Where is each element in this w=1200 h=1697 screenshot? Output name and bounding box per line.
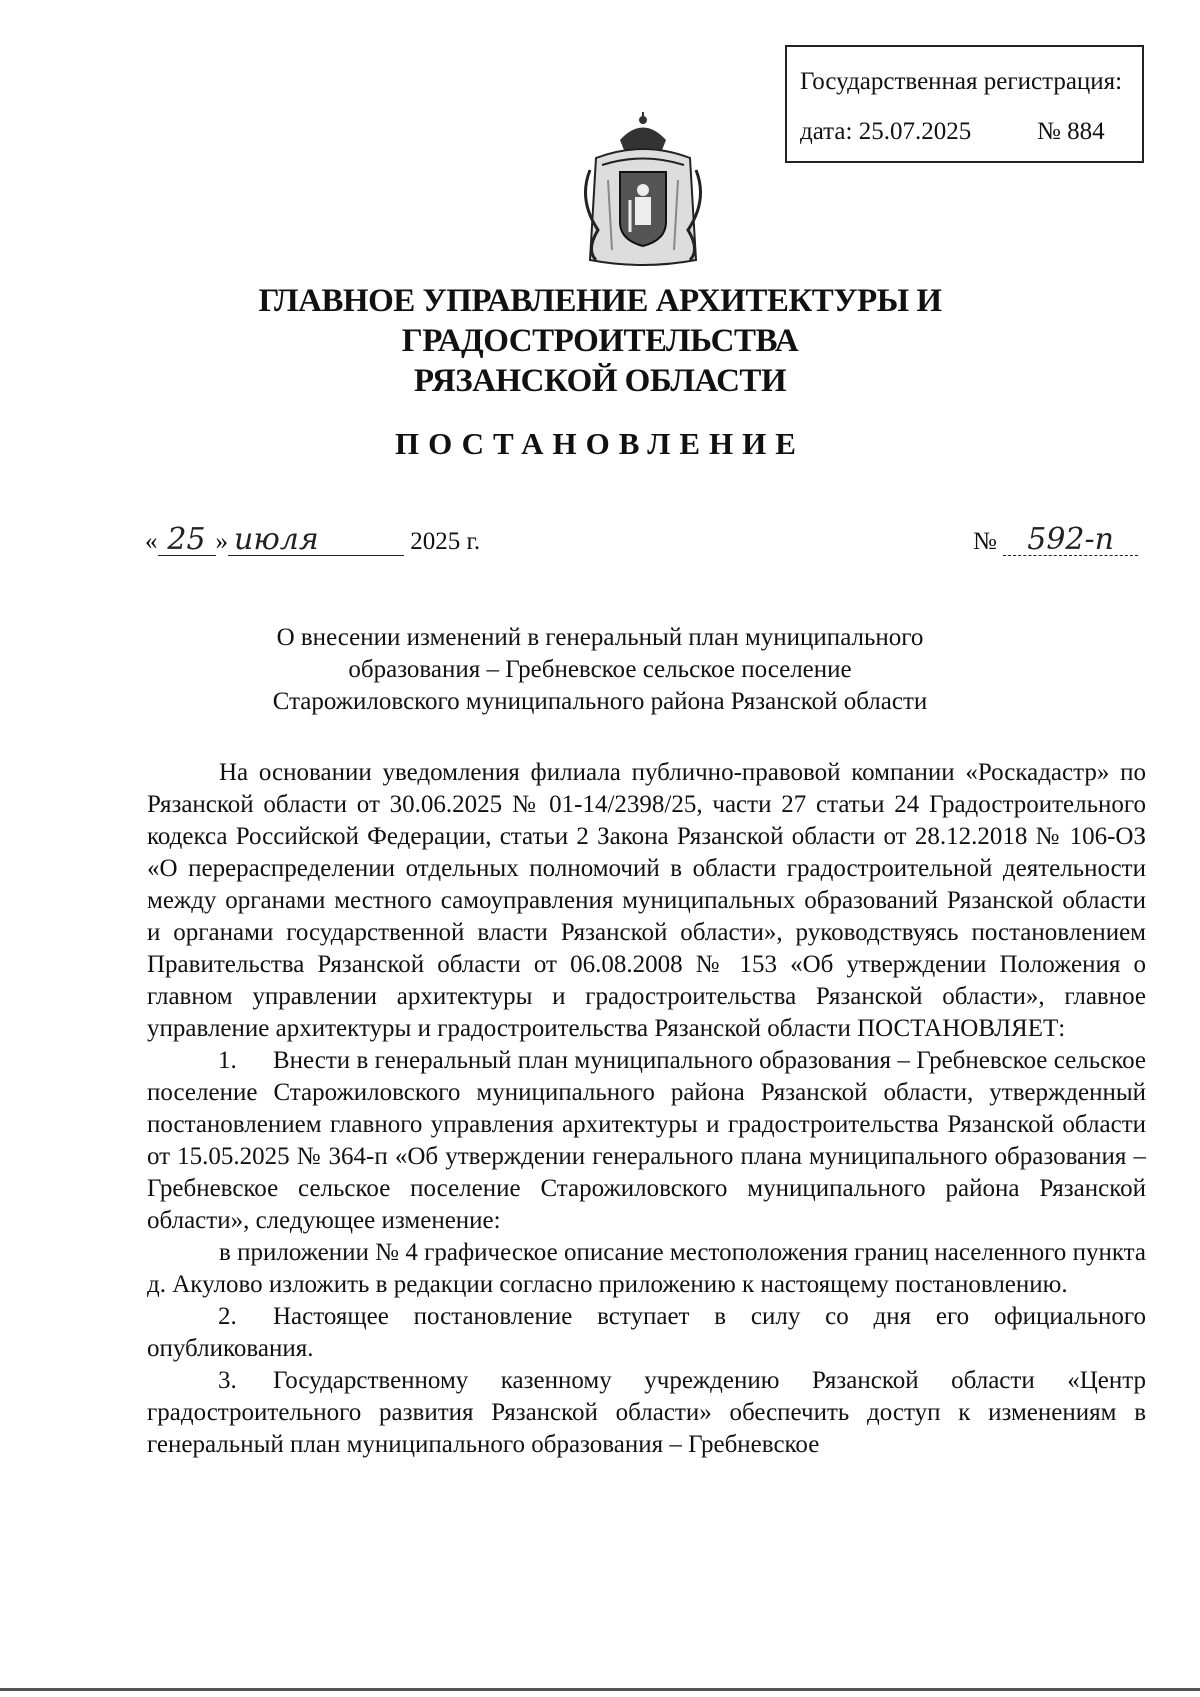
- subject-line-1: О внесении изменений в генеральный план муниципального: [276, 624, 924, 651]
- item-1-text: Внести в генеральный план муниципального образования – Гребневское сельское поселение Старожиловского муниципального района Рязанской области, утвержденный постановлением главного управления архитектуры и градостроительства Рязанской области от 15.05.2025 № 364-п «Об утверждении генерального плана муниципального образования – Гребневское сельское поселение Старожиловского муниципального района Рязанской области», следующее изменение:: [147, 1047, 1146, 1234]
- subject-line-3: Старожиловского муниципального района Рязанской области: [272, 688, 928, 715]
- preamble-paragraph: На основании уведомления филиала публично-правовой компании «Роскадастр» по Рязанской области от 30.06.2025 № 01-14/2398/25, части 27 статьи 24 Градостроительного кодекса Российской Федерации, статьи 2 Закона Рязанской области от 28.12.2018 № 106-ОЗ «О перераспределении отдельных полномочий в области градостроительной деятельности между органами местного самоуправления муниципальных образований Рязанской области и органами государственной власти Рязанской области», руководствуясь постановлением Правительства Рязанской области от 06.08.2008 № 153 «Об утверждении Положения о главном управлении архитектуры и градостроительства Рязанской области», главное управление архитектуры и градостроительства Рязанской области ПОСТАНОВЛЯЕТ:: [147, 759, 1146, 1042]
- date-year: 2025 г.: [410, 528, 481, 555]
- number-label: №: [973, 528, 997, 555]
- organization-line-1: ГЛАВНОЕ УПРАВЛЕНИЕ АРХИТЕКТУРЫ И ГРАДОСТРОИТЕЛЬСТВА: [258, 283, 942, 359]
- document-body: [147, 757, 1146, 1461]
- date-day: 25: [158, 525, 216, 556]
- item-1: [147, 1045, 1146, 1237]
- date-open-quote: «: [145, 528, 158, 555]
- item-2: [147, 1301, 1146, 1365]
- registration-date: дата: 25.07.2025: [800, 118, 972, 145]
- page-bottom-edge: [0, 1688, 1200, 1691]
- document-date: [145, 522, 481, 559]
- number-value: 592-п: [1003, 525, 1138, 556]
- organization-line-2: РЯЗАНСКОЙ ОБЛАСТИ: [413, 363, 787, 399]
- coat-of-arms-icon: [568, 110, 718, 270]
- item-1-number: 1.: [218, 1047, 237, 1074]
- registration-number: № 884: [1037, 118, 1105, 145]
- date-close-quote: »: [215, 528, 228, 555]
- document-number: [973, 522, 1138, 559]
- item-1-sub-paragraph: в приложении № 4 графическое описание местоположения границ населенного пункта д. Акулово изложить в редакции согласно приложению к настоящему постановлению.: [147, 1239, 1146, 1298]
- item-2-text: Настоящее постановление вступает в силу со дня его официального опубликования.: [147, 1303, 1146, 1362]
- item-3-text: Государственному казенному учреждению Рязанской области «Центр градостроительного развития Рязанской области» обеспечить доступ к изменениям в генеральный план муниципального образования – Гребневское: [147, 1367, 1146, 1458]
- item-2-number: 2.: [218, 1303, 237, 1330]
- registration-stamp: [785, 45, 1144, 163]
- document-type: ПОСТАНОВЛЕНИЕ: [395, 426, 805, 461]
- document-subject: [150, 622, 1050, 718]
- item-3: [147, 1365, 1146, 1461]
- item-3-number: 3.: [218, 1367, 237, 1394]
- date-month: июля: [228, 525, 404, 556]
- subject-line-2: образования – Гребневское сельское поселение: [348, 656, 852, 683]
- organization-title: [80, 281, 1120, 401]
- registration-title: Государственная регистрация:: [800, 68, 1123, 95]
